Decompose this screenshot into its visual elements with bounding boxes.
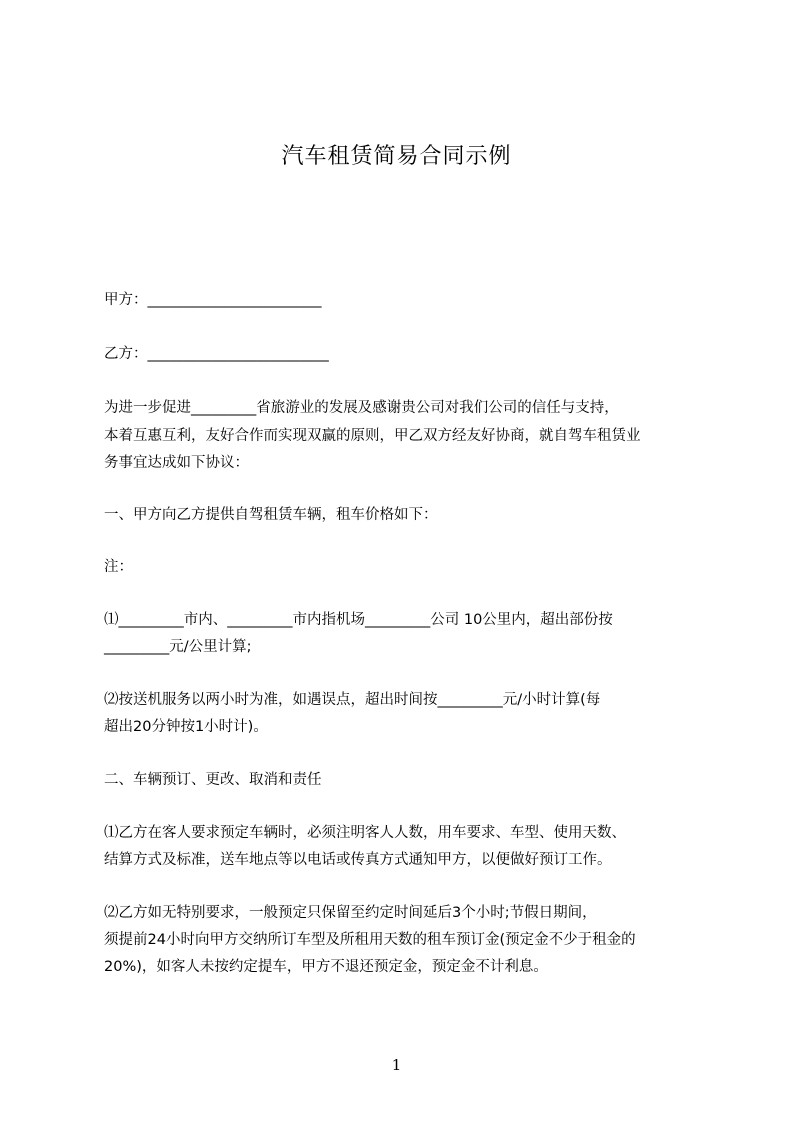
page-number: 1 xyxy=(391,1056,402,1074)
clause-1-2-line-1: ⑵按送机服务以两小时为准，如遇误点，超出时间按_________元/小时计算(每 xyxy=(104,692,601,708)
clause-2-1-line-1: ⑴乙方在客人要求预定车辆时，必须注明客人人数，用车要求、车型、使用天数、 xyxy=(104,825,626,841)
preamble-line-3: 务事宜达成如下协议： xyxy=(104,455,249,471)
clause-1-2-line-2: 超出20分钟按1小时计)。 xyxy=(104,719,268,735)
clause-2-2-line-1: ⑵乙方如无特别要求，一般预定只保留至约定时间延后3个小时;节假日期间， xyxy=(104,905,597,921)
clause-1-1-line-1: ⑴_________市内、_________市内指机场_________公司 10公里内，超出部份按 xyxy=(104,612,613,628)
party-b-line: 乙方：_________________________ xyxy=(104,346,329,362)
clause-1-1-line-2: _________元/公里计算; xyxy=(104,639,252,655)
clause-2-1-line-2: 结算方式及标准，送车地点等以电话或传真方式通知甲方，以便做好预订工作。 xyxy=(104,852,612,868)
clause-2-2-line-2: 须提前24小时向甲方交纳所订车型及所租用天数的租车预订金(预定金不少于租金的 xyxy=(104,932,636,948)
section-1-heading: 一、甲方向乙方提供自驾租赁车辆，租车价格如下： xyxy=(104,507,438,523)
party-a-line: 甲方：________________________ xyxy=(104,292,322,308)
preamble-line-2: 本着互惠互利，友好合作而实现双赢的原则，甲乙双方经友好协商，就自驾车租赁业 xyxy=(104,428,641,444)
preamble-line-1: 为进一步促进_________省旅游业的发展及感谢贵公司对我们公司的信任与支持， xyxy=(104,400,619,416)
section-2-heading: 二、车辆预订、更改、取消和责任 xyxy=(104,772,322,788)
document-title: 汽车租赁简易合同示例 xyxy=(281,144,512,169)
note-label: 注： xyxy=(104,559,133,575)
clause-2-2-line-3: 20%)，如客人未按约定提车，甲方不退还预定金，预定金不计利息。 xyxy=(104,959,548,975)
